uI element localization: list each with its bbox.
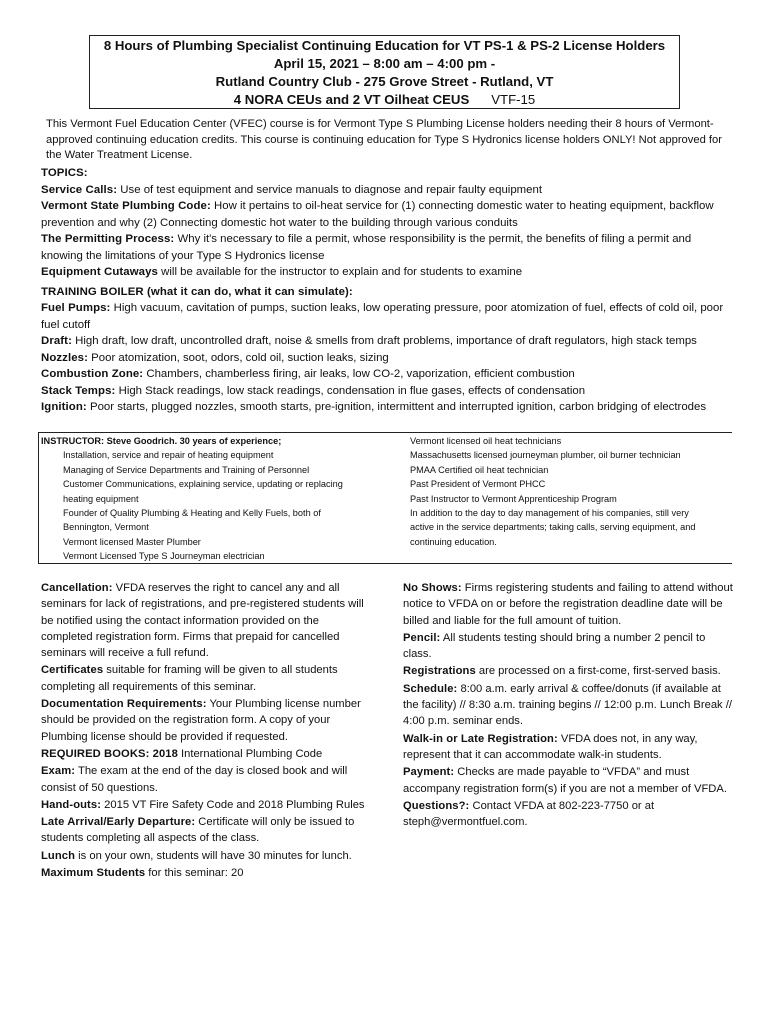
policy-text: Your Plumbing license number should be provided on the registration form. A copy of your Plumbing license should be provided if requested. xyxy=(41,698,361,743)
policy-item xyxy=(41,848,368,864)
boiler-label: Nozzles: xyxy=(41,351,89,364)
instructor-credential: continuing education. xyxy=(410,536,497,547)
instructor-credential: Vermont licensed Master Plumber xyxy=(63,536,201,547)
policy-text: VFDA does not, in any way, represent that it can accommodate walk-in students. xyxy=(403,732,698,761)
policy-item xyxy=(403,663,733,679)
course-code: VTF-15 xyxy=(491,92,536,107)
instructor-credential: Managing of Service Departments and Training of Personnel xyxy=(63,464,310,475)
policy-item xyxy=(403,731,733,764)
instructor-credential: heating equipment xyxy=(63,493,139,504)
course-header xyxy=(89,35,680,109)
boiler-label: Fuel Pumps: xyxy=(41,302,111,314)
instructor-right-column xyxy=(410,434,730,549)
course-date: April 15, 2021 – 8:00 am – 4:00 pm - xyxy=(273,56,496,71)
instructor-credential: PMAA Certified oil heat technician xyxy=(410,464,549,475)
instructor-credential: Installation, service and repair of heating equipment xyxy=(63,450,274,461)
boiler-text: High vacuum, cavitation of pumps, suction leaks, low operating pressure, poor atomization of fuel, effects of cold oil, poor fuel cutoff xyxy=(41,302,724,331)
policy-item xyxy=(41,662,368,695)
policy-text: are processed on a first-come, first-served basis. xyxy=(475,665,721,678)
policy-item xyxy=(403,764,733,797)
topic-item xyxy=(41,264,731,281)
instructor-credential: In addition to the day to day management of his companies, still very xyxy=(410,508,689,519)
policy-item xyxy=(41,797,368,813)
topic-text: will be available for the instructor to explain and for students to examine xyxy=(158,266,523,278)
instructor-box xyxy=(38,432,732,564)
credits-text: 4 NORA CEUs and 2 VT Oilheat CEUS xyxy=(233,92,470,107)
policies-left-column xyxy=(41,580,368,882)
policy-label: Maximum Students xyxy=(41,867,146,880)
topics-heading: TOPICS: xyxy=(41,167,88,179)
intro-paragraph: This Vermont Fuel Education Center (VFEC) course is for Vermont Type S Plumbing License holders needing their 8 hours of Vermont-approved continuing education credits. This course is continuing education for Type S Hydronics license holders ONLY! Not approved for the Water Treatment License. xyxy=(46,118,722,161)
policy-label: Certificates xyxy=(41,664,104,677)
boiler-text: High draft, low draft, uncontrolled draft, noise & smells from draft problems, importance of draft regulators, high stack temps xyxy=(71,335,697,347)
boiler-text: Poor starts, plugged nozzles, smooth starts, pre-ignition, intermittent and interrupted ignition, carbon bridging of electrodes xyxy=(86,401,707,413)
policy-text: Checks are made payable to “VFDA” and must accompany registration form(s) if you are not a member of VFDA. xyxy=(403,766,727,795)
policy-label: Late Arrival/Early Departure: xyxy=(41,816,196,829)
instructor-credential: Customer Communications, explaining service, updating or replacing xyxy=(63,479,343,490)
policy-label: Walk-in or Late Registration: xyxy=(403,732,558,745)
policy-text: for this seminar: 20 xyxy=(145,867,244,880)
policy-item xyxy=(403,798,733,831)
policy-text: is on your own, students will have 30 minutes for lunch. xyxy=(75,849,352,862)
policy-text: International Plumbing Code xyxy=(177,747,323,760)
boiler-item xyxy=(41,333,731,350)
boiler-heading: TRAINING BOILER (what it can do, what it can simulate): xyxy=(41,285,353,298)
topic-text: How it pertains to oil-heat service for (1) connecting domestic water to heating equipment, backflow prevention and why (2) Connecting domestic hot water to the building through various conduits xyxy=(41,200,714,229)
instructor-credential: Vermont licensed oil heat technicians xyxy=(410,436,562,446)
instructor-heading: INSTRUCTOR: Steve Goodrich. 30 years of experience; xyxy=(41,436,282,446)
policy-text: 2015 VT Fire Safety Code and 2018 Plumbing Rules xyxy=(101,798,365,811)
policy-item xyxy=(403,580,733,629)
boiler-item xyxy=(41,300,731,333)
boiler-text: Chambers, chamberless firing, air leaks, low CO-2, vaporization, efficient combustion xyxy=(143,368,575,380)
boiler-label: Ignition: xyxy=(41,401,87,413)
policy-label: Questions?: xyxy=(403,799,470,812)
boiler-item xyxy=(41,350,731,367)
policy-label: Schedule: xyxy=(403,682,458,695)
topic-item xyxy=(41,182,731,199)
policy-label: Cancellation: xyxy=(41,582,113,594)
policy-text: Certificate will only be issued to students completing all aspects of the class. xyxy=(41,816,355,845)
policy-label: Hand-outs: xyxy=(41,798,102,811)
boiler-label: Stack Temps: xyxy=(41,384,116,397)
boiler-item xyxy=(41,366,731,383)
policy-text: All students testing should bring a number 2 pencil to class. xyxy=(403,631,706,661)
boiler-item xyxy=(41,383,731,400)
course-location: Rutland Country Club - 275 Grove Street - Rutland, VT xyxy=(215,74,554,89)
topic-text: Use of test equipment and service manuals to diagnose and repair faulty equipment xyxy=(117,183,542,196)
policy-label: Pencil: xyxy=(403,631,441,644)
topic-text: Why it's necessary to file a permit, whose responsibility is the permit, the benefits of filing a permit and knowing the limitations of your Type S Hydronics license xyxy=(41,233,692,262)
policy-label: REQUIRED BOOKS: 2018 xyxy=(41,747,178,760)
policy-text: suitable for framing will be given to all students completing all requirements of this seminar. xyxy=(41,664,338,693)
instructor-credential: Past President of Vermont PHCC xyxy=(410,479,546,490)
policy-label: Registrations xyxy=(403,665,476,678)
policy-item xyxy=(41,865,368,881)
topic-item xyxy=(41,198,731,231)
policy-item xyxy=(41,763,368,796)
policy-label: Documentation Requirements: xyxy=(41,698,207,711)
policy-text: Firms registering students and failing to attend without notice to VFDA on or before the registration deadline date will be billed and liable for the full amount of tuition. xyxy=(403,582,733,627)
boiler-item xyxy=(41,399,731,416)
instructor-credential: Massachusetts licensed journeyman plumber, oil burner technician xyxy=(410,450,681,461)
policy-item xyxy=(403,630,733,663)
topic-label: The Permitting Process: xyxy=(41,233,175,245)
instructor-credential: Past Instructor to Vermont Apprenticeship Program xyxy=(410,493,617,504)
policy-label: Exam: xyxy=(41,765,76,778)
boiler-text: High Stack readings, low stack readings, condensation in flue gases, effects of condensation xyxy=(115,384,586,397)
policy-text: The exam at the end of the day is closed book and will consist of 50 questions. xyxy=(41,765,348,794)
topic-item xyxy=(41,231,731,264)
policy-item xyxy=(41,746,368,762)
policy-item xyxy=(403,681,733,730)
topic-label: Vermont State Plumbing Code: xyxy=(41,200,211,212)
course-title: 8 Hours of Plumbing Specialist Continuing Education for VT PS-1 & PS-2 License Holders xyxy=(103,38,666,53)
boiler-label: Draft: xyxy=(41,335,72,347)
topics-section xyxy=(41,165,731,416)
policy-item xyxy=(41,580,368,661)
policy-text: Contact VFDA at 802-223-7750 or at steph@vermontfuel.com. xyxy=(403,799,655,829)
policy-item xyxy=(41,696,368,745)
policy-label: No Shows: xyxy=(403,582,462,594)
boiler-label: Combustion Zone: xyxy=(41,368,144,380)
instructor-credential: active in the service departments; taking calls, serving equipment, and xyxy=(410,522,696,533)
policies-right-column xyxy=(403,580,733,831)
policy-item xyxy=(41,814,368,847)
topic-label: Equipment Cutaways xyxy=(41,266,158,278)
policy-text: 8:00 a.m. early arrival & coffee/donuts (if available at the facility) // 8:30 a.m. training begins // 12:00 p.m. Lunch Break // 4:00 p.m. seminar ends. xyxy=(403,682,732,728)
topic-label: Service Calls: xyxy=(41,183,118,196)
boiler-text: Poor atomization, soot, odors, cold oil, suction leaks, sizing xyxy=(88,351,389,364)
policy-label: Payment: xyxy=(403,766,455,779)
instructor-left-column xyxy=(41,434,381,564)
instructor-credential: Vermont Licensed Type S Journeyman electrician xyxy=(63,551,265,562)
instructor-credential: Founder of Quality Plumbing & Heating and Kelly Fuels, both of xyxy=(63,508,321,519)
policy-text: VFDA reserves the right to cancel any and all seminars for lack of registrations, and pre-registered students will be notified using the contact information provided on the completed registration form. Firms that prepaid for cancelled seminars will receive a full refund. xyxy=(41,582,364,660)
policy-label: Lunch xyxy=(41,849,76,862)
course-credits xyxy=(90,91,679,109)
instructor-credential: Bennington, Vermont xyxy=(63,522,149,533)
